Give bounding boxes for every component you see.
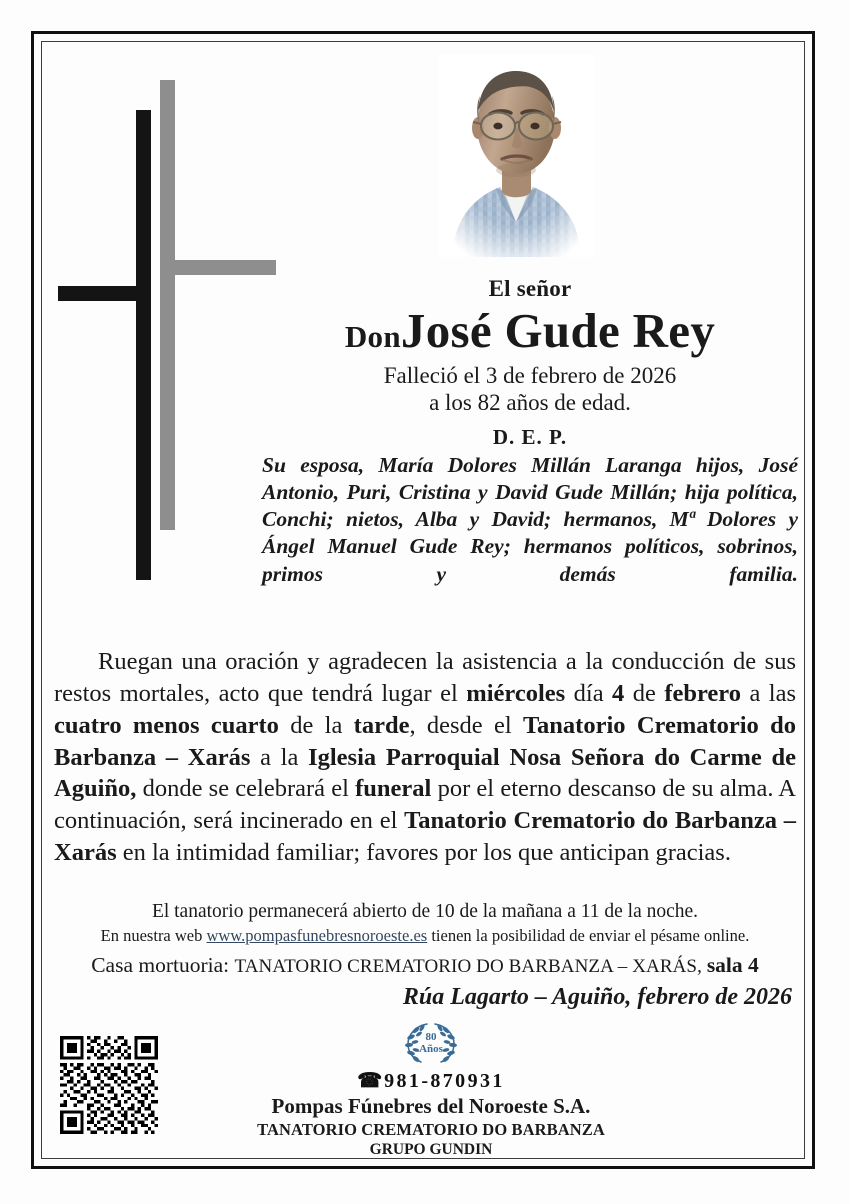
rest-in-peace: D. E. P. xyxy=(492,425,568,450)
body-seg-4: a las xyxy=(741,679,797,707)
website-condolence-line xyxy=(54,926,796,946)
death-date-line: Falleció el 3 de febrero de 2026 xyxy=(383,362,677,388)
qr-code[interactable] xyxy=(60,1036,158,1134)
body-seg-10: en la intimidad familiar; favores por los que anticipan gracias. xyxy=(116,839,731,867)
body-bold-day: 4 xyxy=(612,679,625,707)
body-seg-3: de xyxy=(624,679,665,707)
deceased-name: José Gude Rey xyxy=(400,303,716,358)
body-seg-1: Ruegan una oración y agradecen la asistencia a la conducción de sus restos mortales, acto que tendrá lugar el xyxy=(54,648,796,707)
cross-graphic xyxy=(56,80,256,590)
facility-name: TANATORIO CREMATORIO DO BARBANZA xyxy=(257,1120,605,1139)
cross-black-horizontal xyxy=(58,286,151,301)
opening-hours-line: El tanatorio permanecerá abierto de 10 de la mañana a 11 de la noche. xyxy=(151,901,699,922)
body-seg-6: , desde el xyxy=(409,711,523,739)
notice-content xyxy=(46,46,800,1158)
body-bold-daypart: tarde xyxy=(353,711,410,739)
mortuary-place: TANATORIO CREMATORIO DO BARBANZA – XARÁS xyxy=(234,956,698,977)
deceased-portrait-photo xyxy=(438,54,595,257)
mortuary-label: Casa mortuoria: xyxy=(91,953,235,977)
body-bold-crematorium: Tanatorio Crematorio do Barbanza – Xarás xyxy=(54,807,796,867)
honorific-intro: El señor xyxy=(488,276,572,301)
website-url-link[interactable]: www.pompasfunebresnoroeste.es xyxy=(206,926,428,945)
laurel-wreath-80-years-icon xyxy=(400,1018,462,1066)
cross-black-vertical xyxy=(136,110,151,580)
funeral-home-footer xyxy=(196,1018,666,1159)
body-bold-venue-from: Tanatorio Crematorio do Barbanza – Xarás xyxy=(54,711,796,771)
wreath-number: 80 xyxy=(425,1031,437,1043)
contact-phone-line xyxy=(196,1068,666,1093)
body-seg-2: día xyxy=(565,679,613,707)
death-age-line: a los 82 años de edad. xyxy=(429,390,631,416)
cross-grey-horizontal xyxy=(160,260,276,275)
surviving-family-list: Su esposa, María Dolores Millán Laranga hijos, José Antonio, Puri, Cristina y David Gude Millán; hija política, Conchi; nietos, Alba y David; hermanos, Mª Dolores y Ángel Manuel Gude Rey; hermanos políticos, sobrinos, primos y demás familia. xyxy=(262,453,798,586)
body-seg-8: donde se celebrará el xyxy=(136,775,356,803)
body-bold-church: Iglesia Parroquial Nosa Señora do Carme de Aguiño, xyxy=(54,743,796,803)
mortuary-room: sala 4 xyxy=(706,953,759,977)
web-suffix-text: tienen la posibilidad de enviar el pésame online. xyxy=(427,926,750,945)
title-prefix: Don xyxy=(344,319,401,354)
deceased-name-line xyxy=(260,303,800,358)
wreath-word: Años xyxy=(419,1043,443,1055)
deceased-heading-block xyxy=(260,276,800,615)
body-seg-9: por el eterno descanso de su alma. A continuación, será incinerado en el xyxy=(54,775,796,835)
death-date-block xyxy=(260,362,800,416)
body-seg-5: de la xyxy=(278,711,354,739)
phone-number: 981-870931 xyxy=(384,1070,505,1092)
web-prefix-text: En nuestra web xyxy=(100,926,207,945)
body-bold-weekday: miércoles xyxy=(466,679,566,707)
group-name: GRUPO GUNDIN xyxy=(369,1141,493,1158)
company-name: Pompas Fúnebres del Noroeste S.A. xyxy=(271,1094,591,1118)
mortuary-separator: , xyxy=(697,956,707,977)
telephone-icon: ☎ xyxy=(357,1070,383,1092)
body-bold-funeral: funeral xyxy=(355,775,432,803)
body-bold-time: cuatro menos cuarto xyxy=(54,711,279,739)
body-bold-month: febrero xyxy=(664,679,741,707)
mortuary-house-line xyxy=(54,952,796,979)
address-and-date: Rúa Lagarto – Aguiño, febrero de 2026 xyxy=(402,984,792,1010)
cross-grey-vertical xyxy=(160,80,175,530)
body-seg-7: a la xyxy=(250,743,309,771)
funeral-details-paragraph xyxy=(54,646,796,869)
